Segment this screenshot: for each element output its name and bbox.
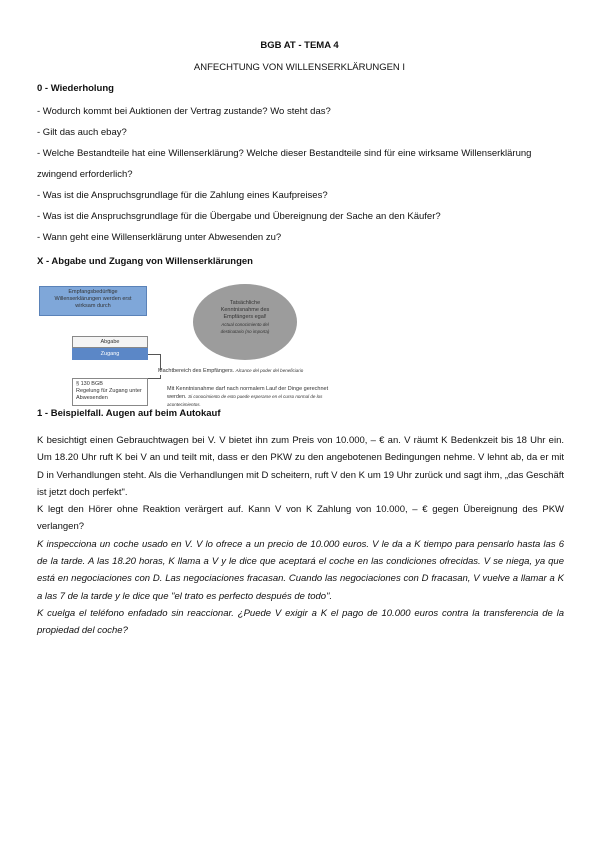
kenntnisnahme-label	[167, 386, 337, 409]
diagram-text: Tatsächliche	[229, 300, 261, 306]
question-item: - Was ist die Anspruchsgrundlage für die Zahlung eines Kaufpreises?	[37, 190, 328, 201]
spanish-paragraph: K cuelga el teléfono enfadado sin reaccionar. ¿Puede V exigir a K el pago de 10.000 euros contra la transferencia de la propiedad del coche?	[37, 607, 564, 637]
german-paragraph: K besichtigt einen Gebrauchtwagen bei V. V bietet ihn zum Preis von 10.000, – € an. V räumt K Bedenkzeit bis 18 Uhr ein. Um 18.20 Uhr ruft K bei V an und teilt mit, dass er den PKW zu den angebotenen Bedingungen nehme. V lehnt ab, da er mit D in Verhandlungen steht. Als die Verhandlungen mit D scheitern, ruft V den K um 19 Uhr zurück und sagt ihm, „das Geschäft ist jetzt doch perfekt".	[37, 435, 565, 498]
diagram-text: Abwesenden	[76, 395, 108, 401]
diagram-text: Alcance del poder del beneficiario	[235, 368, 304, 373]
abgabe-zugang-diagram	[37, 282, 337, 407]
zugang-box: Zugang	[72, 348, 148, 360]
question-list	[37, 101, 567, 248]
diagram-text: Mit Kenntnisnahme darf nach normalem Lauf der Dinge gerechnet werden.	[167, 386, 329, 400]
german-paragraph: K legt den Hörer ohne Reaktion verärgert auf. Kann V von K Zahlung von 10.000, – € gegen Übereignung des PKW verlangen?	[37, 504, 564, 533]
question-item: - Gilt das auch ebay?	[37, 127, 127, 138]
diagram-text: wirksam durch	[75, 303, 111, 309]
diagram-text: Actual conocimiento del	[221, 322, 269, 327]
diagram-text: Kenntnisnahme des	[220, 307, 270, 313]
connector-line	[160, 375, 161, 379]
diagram-text: Machtbereich des Empfängers.	[158, 368, 235, 374]
spanish-paragraph: K inspecciona un coche usado en V. V lo ofrece a un precio de 10.000 euros. V le da a K tiempo para pensarlo hasta las 6 de la tarde. A las 18.20 horas, K llama a V y le dice que aceptará el coche en las condiciones ofrecidas. V se niega, ya que está en negociaciones con D. Las negociaciones fracasan. Cuando las negociaciones con D fracasan, V vuelve a llamar a K a las 7 de la tarde y le dice que "el trato es perfecto después de todo".	[37, 538, 564, 602]
document-subtitle: ANFECHTUNG VON WILLENSERKLÄRUNGEN I	[193, 62, 406, 73]
section-0-heading: 0 - Wiederholung	[37, 83, 114, 94]
question-item: zwingend erforderlich?	[37, 169, 133, 180]
diagram-text: § 130 BGB	[76, 381, 103, 387]
section-x-heading: X - Abgabe und Zugang von Willenserklärungen	[37, 256, 253, 267]
connector-line	[148, 354, 160, 355]
question-item: - Wann geht eine Willenserklärung unter Abwesenden zu?	[37, 232, 282, 243]
diagram-text: Si conocimiento de esto puede esperarse en el curso normal de los acontecimientos.	[167, 394, 323, 407]
machtbereich-label	[158, 368, 303, 374]
diagram-text: Empfängers egal!	[223, 314, 267, 320]
abgabe-box: Abgabe	[72, 336, 148, 348]
document-title: BGB AT - TEMA 4	[260, 40, 339, 51]
diagram-text: destinatario (no importa)	[220, 329, 270, 334]
diagram-text: Willenserklärungen werden erst	[54, 296, 132, 302]
paragraph-130-box	[72, 378, 148, 406]
diagram-text: Empfangsbedürftige	[68, 289, 118, 295]
case-text	[37, 432, 564, 640]
diagram-text: Regelung für Zugang unter	[76, 388, 142, 394]
kenntnisnahme-circle	[193, 284, 297, 360]
question-item: - Was ist die Anspruchsgrundlage für die Übergabe und Übereignung der Sache an den Käufer?	[37, 211, 441, 222]
section-1-heading: 1 - Beispielfall. Augen auf beim Autokauf	[37, 408, 221, 419]
question-item: - Welche Bestandteile hat eine Willenserklärung? Welche dieser Bestandteile sind für eine wirksame Willenserklärung	[37, 148, 532, 159]
empfangsbeduerftig-box	[39, 286, 147, 316]
question-item: - Wodurch kommt bei Auktionen der Vertrag zustande? Wo steht das?	[37, 106, 331, 117]
connector-line	[148, 378, 160, 379]
